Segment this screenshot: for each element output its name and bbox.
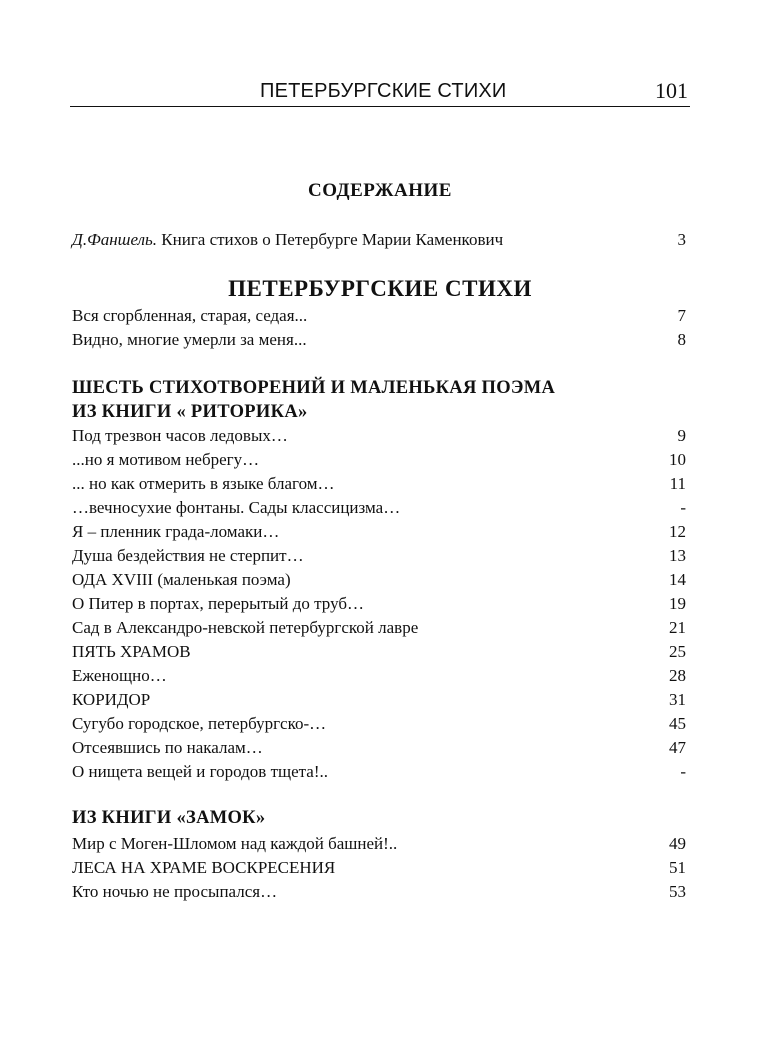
toc-entry-title: Мир с Моген-Шломом над каждой башней!..: [72, 834, 398, 853]
toc-entry-title: Видно, многие умерли за меня...: [72, 330, 307, 349]
toc-entry-page: 13: [669, 546, 686, 565]
toc-entry[interactable]: [72, 688, 686, 711]
toc-entry-page: 14: [669, 570, 686, 589]
running-title: ПЕТЕРБУРГСКИЕ СТИХИ: [260, 80, 507, 102]
page-header: [70, 78, 690, 107]
toc-entry[interactable]: [72, 448, 686, 471]
toc-entry[interactable]: [72, 616, 686, 639]
toc-entry[interactable]: [72, 472, 686, 495]
toc-entry-title: Сугубо городское, петербургско-…: [72, 714, 327, 733]
toc-entry-page: 8: [677, 330, 686, 349]
toc-entry-page: 3: [677, 230, 686, 249]
toc-entry-title: Сад в Александро-невской петербургской лавре: [72, 618, 419, 637]
contents-title: СОДЕРЖАНИЕ: [308, 180, 452, 201]
toc-entry-page: 53: [669, 882, 686, 901]
toc-entry-page: -: [680, 762, 686, 781]
toc-entry[interactable]: [72, 664, 686, 687]
toc-entry-page: 49: [669, 834, 686, 853]
toc-entry-title: О Питер в портах, перерытый до труб…: [72, 594, 365, 613]
toc-entry[interactable]: [72, 640, 686, 663]
toc-entry-title: Я – пленник града-ломаки…: [72, 522, 280, 541]
toc-entry-page: -: [680, 498, 686, 517]
toc-entry-title: Еженощно…: [72, 666, 167, 685]
toc-entry[interactable]: [72, 736, 686, 759]
toc-entry[interactable]: [72, 592, 686, 615]
section-title-rhetoric: [72, 376, 555, 424]
toc-entry[interactable]: [72, 832, 686, 855]
toc-entry-title: [72, 228, 503, 251]
toc-entry-page: 10: [669, 450, 686, 469]
toc-entry-page: 7: [677, 306, 686, 325]
toc-entry-title: Под трезвон часов ледовых…: [72, 426, 288, 445]
toc-entry-page: 47: [669, 738, 686, 757]
toc-entry-title: Вся сгорбленная, старая, седая...: [72, 306, 308, 325]
toc-entry[interactable]: [72, 760, 686, 783]
toc-entry-intro[interactable]: [72, 228, 686, 251]
toc-entry-page: 51: [669, 858, 686, 877]
toc-entry-title: ПЯТЬ ХРАМОВ: [72, 642, 191, 661]
toc-entry-title: ...но я мотивом небрегу…: [72, 450, 260, 469]
section-title-castle: ИЗ КНИГИ «ЗАМОК»: [72, 808, 266, 828]
toc-entry-page: 21: [669, 618, 686, 637]
section-title-line: ШЕСТЬ СТИХОТВОРЕНИЙ И МАЛЕНЬКАЯ ПОЭМА: [72, 378, 556, 398]
toc-entry-page: 28: [669, 666, 686, 685]
toc-entry-page: 25: [669, 642, 686, 661]
section-title-line: ИЗ КНИГИ « РИТОРИКА»: [72, 402, 308, 422]
toc-entry[interactable]: [72, 712, 686, 735]
intro-author: Д.Фаншель.: [72, 230, 158, 249]
toc-entry[interactable]: [72, 328, 686, 351]
toc-entry[interactable]: [72, 880, 686, 903]
intro-title: Книга стихов о Петербурге Марии Каменкович: [157, 230, 504, 249]
toc-entry-title: О нищета вещей и городов тщета!..: [72, 762, 328, 781]
toc-entry-page: 11: [669, 474, 686, 493]
toc-entry-title: Отсеявшись по накалам…: [72, 738, 263, 757]
toc-entry[interactable]: [72, 496, 686, 519]
toc-entry-title: ЛЕСА НА ХРАМЕ ВОСКРЕСЕНИЯ: [72, 858, 336, 877]
toc-entry-title: ... но как отмерить в языке благом…: [72, 474, 335, 493]
toc-entry-page: 19: [669, 594, 686, 613]
toc-entry-title: Кто ночью не просыпался…: [72, 882, 278, 901]
toc-entry[interactable]: [72, 568, 686, 591]
toc-entry[interactable]: [72, 424, 686, 447]
page-number: 101: [655, 78, 688, 103]
toc-entry-page: 45: [669, 714, 686, 733]
toc-entry[interactable]: [72, 520, 686, 543]
toc-entry-title: …вечносухие фонтаны. Сады классицизма…: [72, 498, 401, 517]
section-title-petersburg-poems: ПЕТЕРБУРГСКИЕ СТИХИ: [228, 276, 532, 301]
toc-entry[interactable]: [72, 856, 686, 879]
toc-entry-title: ОДА XVIII (маленькая поэма): [72, 570, 291, 589]
toc-entry-title: Душа бездействия не стерпит…: [72, 546, 304, 565]
toc-entry[interactable]: [72, 544, 686, 567]
toc-entry-page: 31: [669, 690, 686, 709]
toc-entry-title: КОРИДОР: [72, 690, 151, 709]
toc-entry-page: 9: [677, 426, 686, 445]
toc-entry-page: 12: [669, 522, 686, 541]
toc-entry[interactable]: [72, 304, 686, 327]
